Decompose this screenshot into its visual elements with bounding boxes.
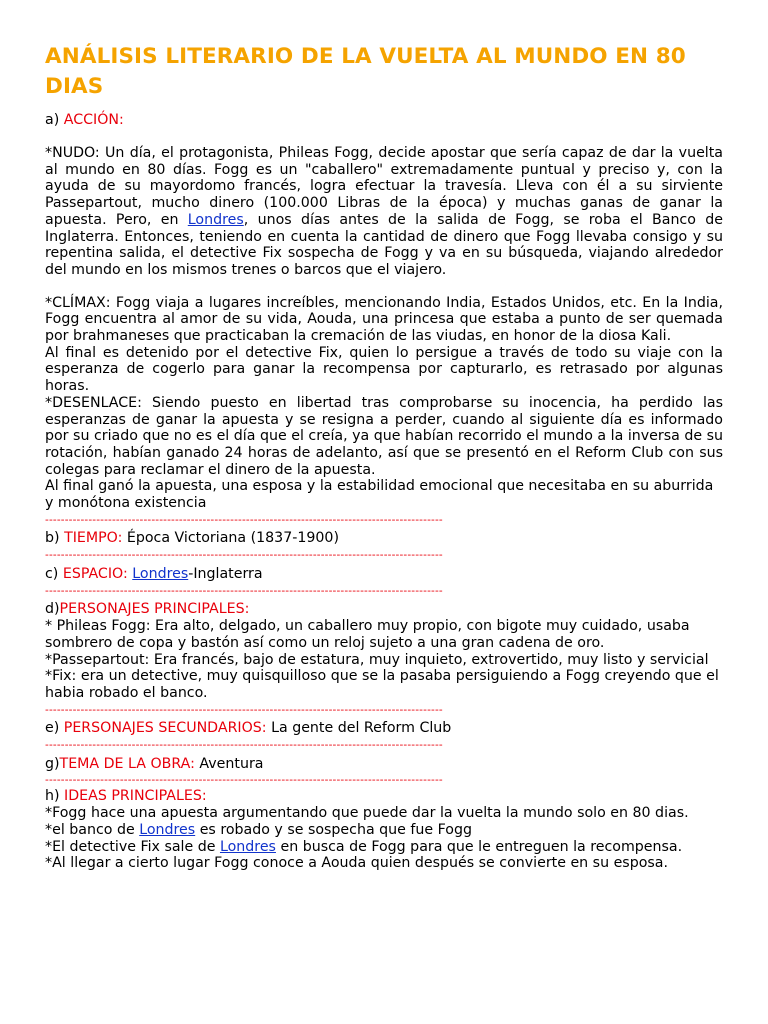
separator-line: ----------------------------------------------------------------------------------------------------- [45,550,443,561]
section-label: IDEAS PRINCIPALES: [64,788,207,805]
character-passepartout: *Passepartout: Era francés, bajo de estatura, muy inquieto, extrovertido, muy listo y servicial [45,651,709,668]
section-label: PERSONAJES SECUNDARIOS: [63,720,267,737]
link-londres[interactable]: Londres [132,565,189,582]
paragraph-final: Al final ganó la apuesta, una esposa y la estabilidad emocional que necesitaba en su aburrida y monótona existencia [45,478,714,512]
page-title: ANÁLISIS LITERARIO DE LA VUELTA AL MUNDO EN 80 DIAS [45,44,686,99]
section-value: Época Victoriana (1837-1900) [122,530,339,547]
section-personajes-secundarios: e) PERSONAJES SECUNDARIOS: La gente del Reform Club [45,720,452,737]
character-fogg: * Phileas Fogg: Era alto, delgado, un caballero muy propio, con bigote muy cuidado, usaba sombrero de copa y bastón así como un reloj sujeto a una gran cadena de oro. [45,618,690,651]
separator-line: ----------------------------------------------------------------------------------------------------- [45,774,443,786]
document [45,42,723,872]
idea-3: *El detective Fix sale de Londres en busca de Fogg para que le entreguen la recompensa. [45,838,683,855]
section-value: Aventura [194,755,264,772]
separator-line: ----------------------------------------------------------------------------------------------------- [45,704,443,716]
section-label: TEMA DE LA OBRA: [59,755,195,772]
separator-line: ----------------------------------------------------------------------------------------------------- [45,740,443,751]
section-espacio: c) ESPACIO: Londres-Inglaterra [45,565,263,582]
separator-line: ----------------------------------------------------------------------------------------------------- [45,585,443,597]
section-personajes-principales: d)PERSONAJES PRINCIPALES: [45,601,250,618]
section-label: PERSONAJES PRINCIPALES: [59,601,250,618]
link-londres[interactable]: Londres [187,211,244,228]
paragraph-climax: *CLÍMAX: Fogg viaja a lugares increíbles, mencionando India, Estados Unidos, etc. En la India, Fogg encuentra al amor de su vida, Aouda, una princesa que estaba a punto de ser quemada por brahmaneses que practicaban la cremación de las viudas, en honor de la diosa Kali. [45,294,723,345]
paragraph-nudo: *NUDO: Un día, el protagonista, Phileas Fogg, decide apostar que sería capaz de dar la vuelta al mundo en 80 días. Fogg es un "caballero" extremadamente puntual y preciso y, con la ayuda de su mayordomo francés, logra efectuar la travesía. Lleva con él a su sirviente Passepartout, mucho dinero (100.000 Libras de la época) y muchas ganas de ganar la apuesta. Pero, en Londres, unos días antes de la salida de Fogg, se roba el Banco de Inglaterra. Entonces, teniendo en cuenta la cantidad de dinero que Fogg llevaba consigo y su repentina salida, el detective Fix sospecha de Fogg y va en su búsqueda, viajando alrededor del mundo en los mismos trenes o barcos que el viajero. [45,145,723,278]
section-label: TIEMPO: [64,530,123,547]
section-prefix: a) [45,112,64,128]
paragraph-climax-2: Al final es detenido por el detective Fix, quien lo persigue a través de todo su viaje con la esperanza de cogerlo para ganar la recompensa por capturarlo, es retrasado por algunas horas. [45,344,723,395]
idea-4: *Al llegar a cierto lugar Fogg conoce a Aouda quien después se convierte en su esposa. [45,855,668,872]
link-londres[interactable]: Londres [219,838,276,855]
link-londres[interactable]: Londres [139,821,196,838]
section-tiempo: b) TIEMPO: Época Victoriana (1837-1900) [45,530,339,547]
section-accion-heading [45,112,723,129]
section-ideas: h) IDEAS PRINCIPALES: [45,788,207,805]
idea-2: *el banco de Londres es robado y se sospecha que fue Fogg [45,821,472,838]
section-value: -Inglaterra [188,565,263,582]
section-tema: g)TEMA DE LA OBRA: Aventura [45,755,264,772]
idea-1: *Fogg hace una apuesta argumentando que puede dar la vuelta la mundo solo en 80 dias. [45,805,689,822]
section-label: ESPACIO: [62,565,128,582]
separator-line: ----------------------------------------------------------------------------------------------------- [45,514,443,526]
character-fix: *Fix: era un detective, muy quisquilloso que se la pasaba persiguiendo a Fogg creyendo que el habia robado el banco. [45,668,719,702]
paragraph-desenlace: *DESENLACE: Siendo puesto en libertad tras comprobarse su inocencia, ha perdido las esperanzas de ganar la apuesta y se resigna a perder, cuando al siguiente día es informado por su criado que no es el día que el creía, ya que habían recorrido el mundo a la inversa de su rotación, habían ganado 24 horas de adelanto, así que se presentó en el Reform Club con sus colegas para reclamar el dinero de la apuesta. [45,394,723,478]
section-value: La gente del Reform Club [266,720,452,737]
section-label: ACCIÓN: [63,112,124,128]
